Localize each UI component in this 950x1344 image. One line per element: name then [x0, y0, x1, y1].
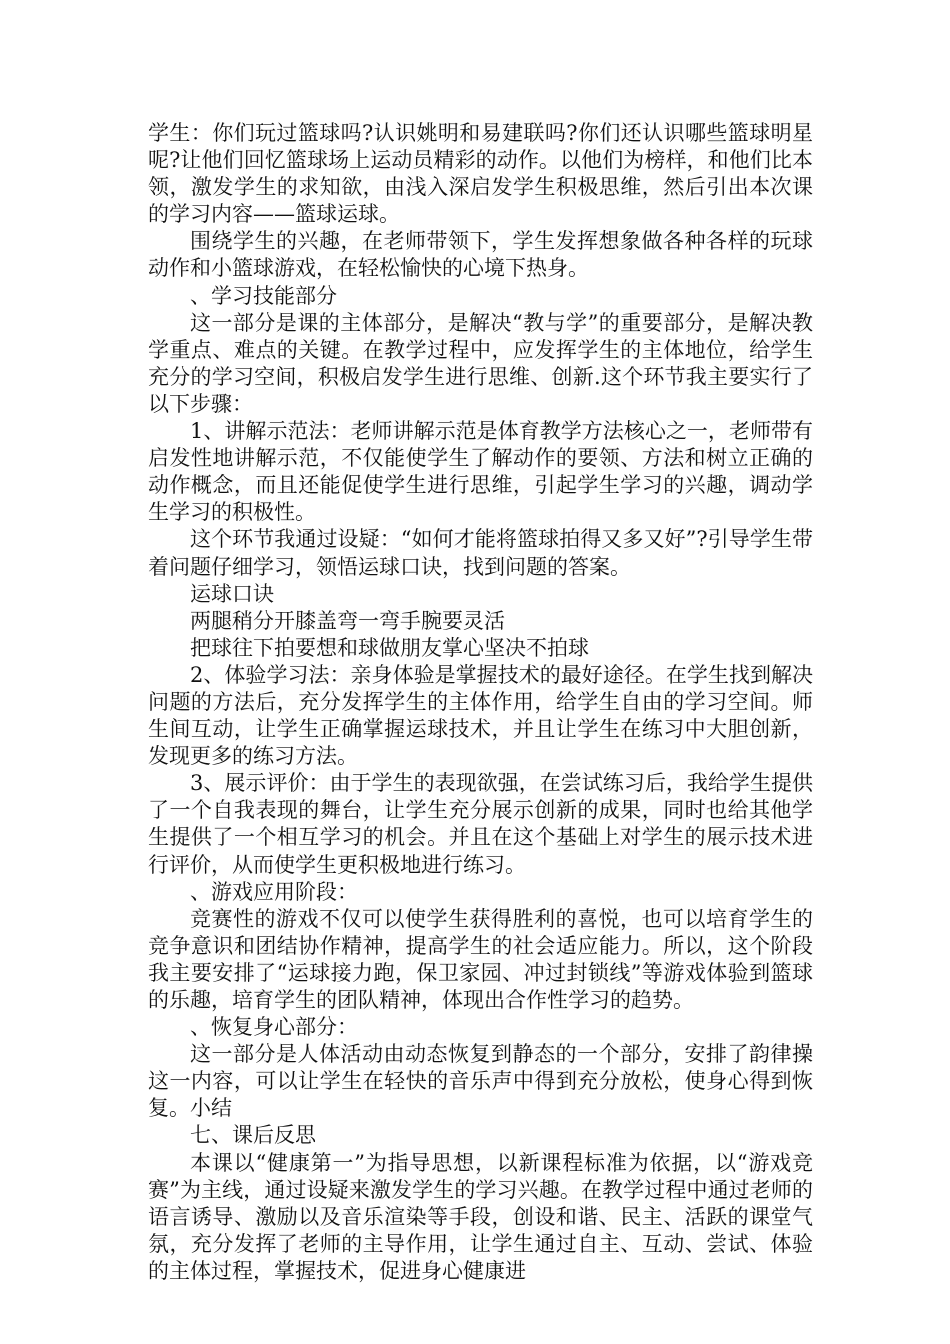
paragraph-questioning: 这个环节我通过设疑：“如何才能将篮球拍得又多又好”?引导学生带着问题仔细学习，领悟运球口诀，找到问题的答案。 [148, 527, 813, 579]
section-heading-game: 、游戏应用阶段： [190, 879, 358, 904]
paragraph-show-evaluation: 3、展示评价：由于学生的表现欲强，在尝试练习后，我给学生提供了一个自我表现的舞台，让学生充分展示创新的成果，同时也给其他学生提供了一个相互学习的机会。并且在这个基础上对学生的展示技术进行评价，从而使学生更积极地进行练习。 [148, 771, 813, 877]
paragraph-warmup: 围绕学生的兴趣，在老师带领下，学生发挥想象做各种各样的玩球动作和小篮球游戏，在轻松愉快的心境下热身。 [148, 229, 813, 281]
paragraph-game-stage: 竞赛性的游戏不仅可以使学生获得胜利的喜悦，也可以培育学生的竞争意识和团结协作精神，提高学生的社会适应能力。所以，这个阶段我主要安排了“运球接力跑，保卫家园、冲过封锁线”等游戏体验到篮球的乐趣，培育学生的团队精神，体现出合作性学习的趋势。 [148, 906, 813, 1012]
dribbling-rhyme-line-1: 两腿稍分开膝盖弯一弯手腕要灵活 [190, 608, 505, 633]
document-page [148, 120, 813, 1285]
section-heading-skills: 、学习技能部分 [190, 283, 337, 308]
paragraph-reflection: 本课以“健康第一”为指导思想，以新课程标准为依据，以“游戏竞赛”为主线，通过设疑来激发学生的学习兴趣。在教学过程中通过老师的语言诱导、激励以及音乐渲染等手段，创设和谐、民主、活跃的课堂气氛，充分发挥了老师的主导作用，让学生通过自主、互动、尝试、体验的主体过程，掌握技术，促进身心健康进 [148, 1150, 813, 1283]
paragraph-experience-method: 2、体验学习法：亲身体验是掌握技术的最好途径。在学生找到解决问题的方法后，充分发挥学生的主体作用，给学生自由的学习空间。师生间互动，让学生正确掌握运球技术，并且让学生在练习中大胆创新，发现更多的练习方法。 [148, 662, 813, 769]
section-heading-reflection: 七、课后反思 [190, 1123, 316, 1148]
dribbling-rhyme-title: 运球口诀 [190, 581, 274, 606]
dribbling-rhyme-line-2: 把球往下拍要想和球做朋友掌心坚决不拍球 [190, 635, 589, 660]
paragraph-skills-intro: 这一部分是课的主体部分，是解决“教与学”的重要部分，是解决教学重点、难点的关键。在教学过程中，应发挥学生的主体地位，给学生充分的学习空间，积极启发学生进行思维、创新.这个环节我主要实行了以下步骤： [148, 310, 813, 416]
paragraph-demonstration-method: 1、讲解示范法：老师讲解示范是体育教学方法核心之一，老师带有启发性地讲解示范，不仅能使学生了解动作的要领、方法和树立正确的动作概念，而且还能促使学生进行思维，引起学生学习的兴趣，调动学生学习的积极性。 [148, 419, 813, 525]
paragraph-recovery: 这一部分是人体活动由动态恢复到静态的一个部分，安排了韵律操这一内容，可以让学生在轻快的音乐声中得到充分放松，使身心得到恢复。小结 [148, 1042, 813, 1121]
paragraph-intro-questions: 学生：你们玩过篮球吗?认识姚明和易建联吗?你们还认识哪些篮球明星呢?让他们回忆篮球场上运动员精彩的动作。以他们为榜样，和他们比本领，激发学生的求知欲，由浅入深启发学生积极思维，然后引出本次课的学习内容——篮球运球。 [148, 121, 813, 227]
section-heading-recovery: 、恢复身心部分： [190, 1015, 358, 1040]
